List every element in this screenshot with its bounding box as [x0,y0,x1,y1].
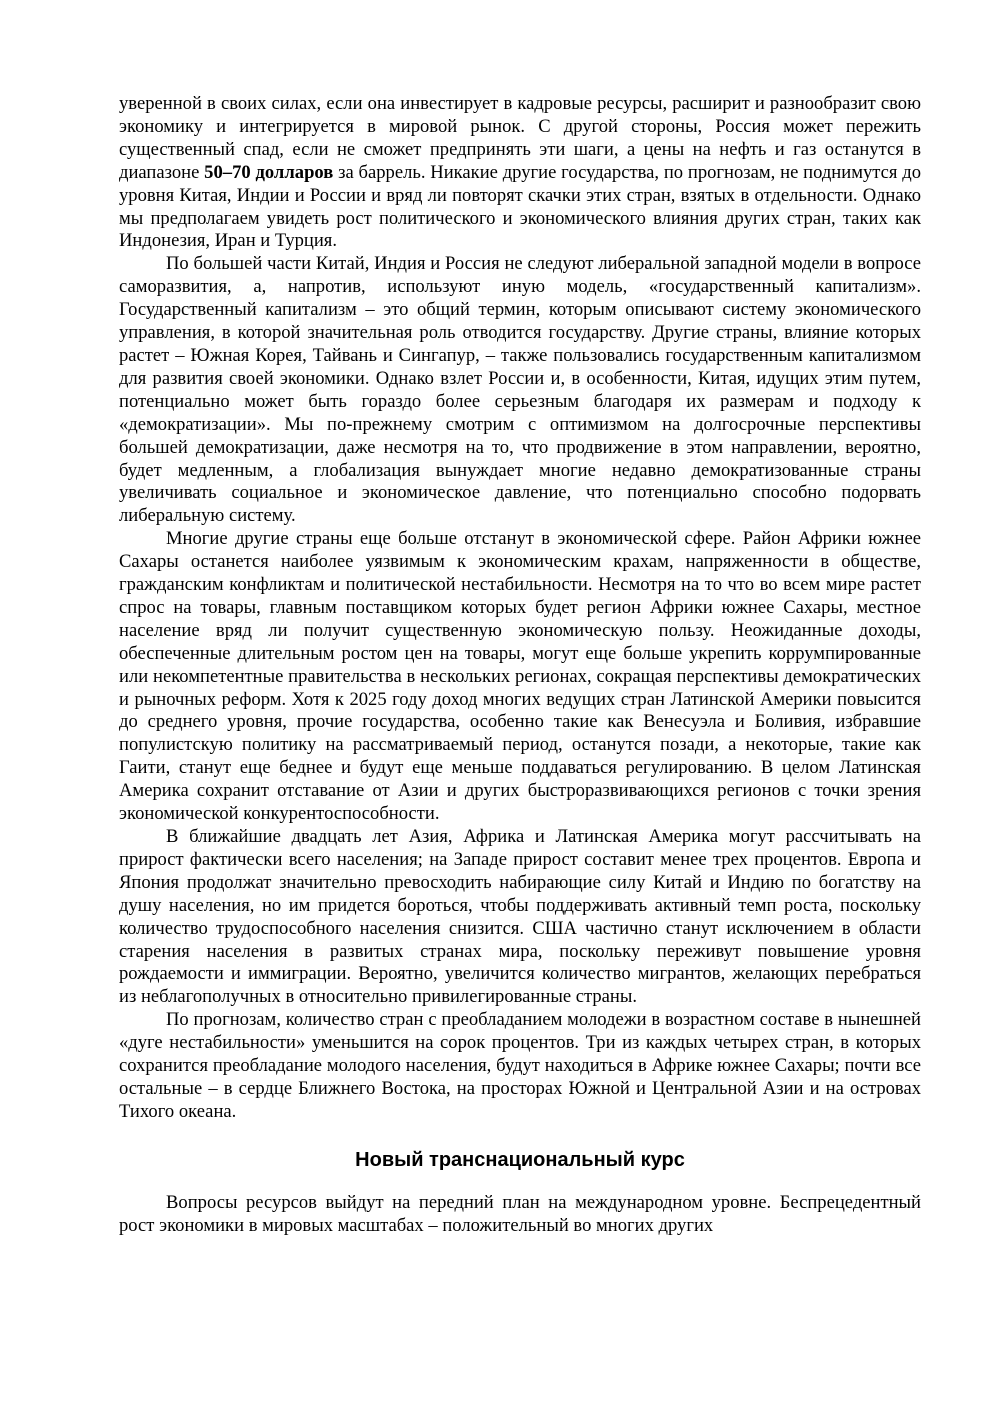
paragraph: В ближайшие двадцать лет Азия, Африка и Латинская Америка могут рассчитывать на прирост фактически всего населения; на Западе прирост составит менее трех процентов. Европа и Япония продолжат значительно превосходить набирающие силу Китай и Индию по богатству на душу населения, но им придется бороться, чтобы поддерживать активный темп роста, поскольку количество трудоспособного населения снизится. США частично станут исключением в области старения населения в развитых странах мира, поскольку переживут повышение уровня рождаемости и иммиграции. Вероятно, увеличится количество мигрантов, желающих перебраться из неблагополучных в относительно привилегированные страны. [119,826,921,1008]
paragraph [119,93,921,253]
paragraph-text: за баррель. Никакие другие государства, по прогнозам, не поднимутся до уровня Китая, Индии и России и вряд ли повторят скачки этих стран, взятых в отдельности. Однако мы предполагаем увидеть рост политического и экономического влияния других стран, таких как Индонезия, Иран и Турция. [119,161,921,252]
paragraph: Вопросы ресурсов выйдут на передний план на международном уровне. Беспрецедентный рост экономики в мировых масштабах – положительный во многих других [119,1191,921,1236]
paragraph-text: уверенной в своих силах, если она инвестирует в кадровые ресурсы, расширит и разнообразит свою экономику и интегрируется в мировой рынок. С другой стороны, Россия может пережить существенный спад, если не сможет предпринять эти шаги, а цены на нефть и газ останутся в диапазоне [119,93,921,183]
paragraph: По прогнозам, количество стран с преобладанием молодежи в возрастном составе в нынешней «дуге нестабильности» уменьшится на сорок процентов. Три из каждых четырех стран, в которых сохранится преобладание молодого населения, будут находиться в Африке южнее Сахары; почти все остальные – в сердце Ближнего Востока, на просторах Южной и Центральной Азии и на островах Тихого океана. [119,1009,921,1122]
paragraph: По большей части Китай, Индия и Россия не следуют либеральной западной модели в вопросе саморазвития, а, напротив, используют иную модель, «государственный капитализм». Государственный капитализм – это общий термин, которым описывают систему экономического управления, в которой значительная роль отводится государству. Другие страны, влияние которых растет – Южная Корея, Тайвань и Сингапур, – также пользовались государственным капитализмом для развития своей экономики. Однако взлет России и, в особенности, Китая, идущих этим путем, потенциально может быть гораздо более серьезным благодаря их размерам и подходу к «демократизации». Мы по-прежнему смотрим с оптимизмом на долгосрочные перспективы большей демократизации, даже несмотря на то, что продвижение в этом направлении, вероятно, будет медленным, а глобализация вынуждает многие недавно демократизованные страны увеличивать социальное и экономическое давление, что потенциально способно подорвать либеральную систему. [119,253,921,527]
document-page [119,93,921,1238]
paragraph: Многие другие страны еще больше отстанут в экономической сфере. Район Африки южнее Сахары останется наиболее уязвимым к экономическим крахам, напряженности в обществе, гражданским конфликтам и политической нестабильности. Несмотря на то что во всем мире растет спрос на товары, главным поставщиком которых будет регион Африки южнее Сахары, местное население вряд ли получит существенную экономическую пользу. Неожиданные доходы, обеспеченные длительным ростом цен на товары, могут еще больше укрепить коррумпированные или некомпетентные правительства в нескольких регионах, сокращая перспективы демократических и рыночных реформ. Хотя к 2025 году доход многих ведущих стран Латинской Америки повысится до среднего уровня, прочие государства, особенно такие как Венесуэла и Боливия, избравшие популистскую политику на рассматриваемый период, останутся позади, а некоторые, такие как Гаити, станут еще беднее и будут еще меньше поддаваться регулированию. В целом Латинская Америка сохранит отставание от Азии и других быстроразвивающихся регионов с точки зрения экономической конкурентоспособности. [119,528,921,825]
paragraph-bold-text: 50–70 долларов [204,161,334,183]
section-heading: Новый транснациональный курс [355,1148,685,1171]
